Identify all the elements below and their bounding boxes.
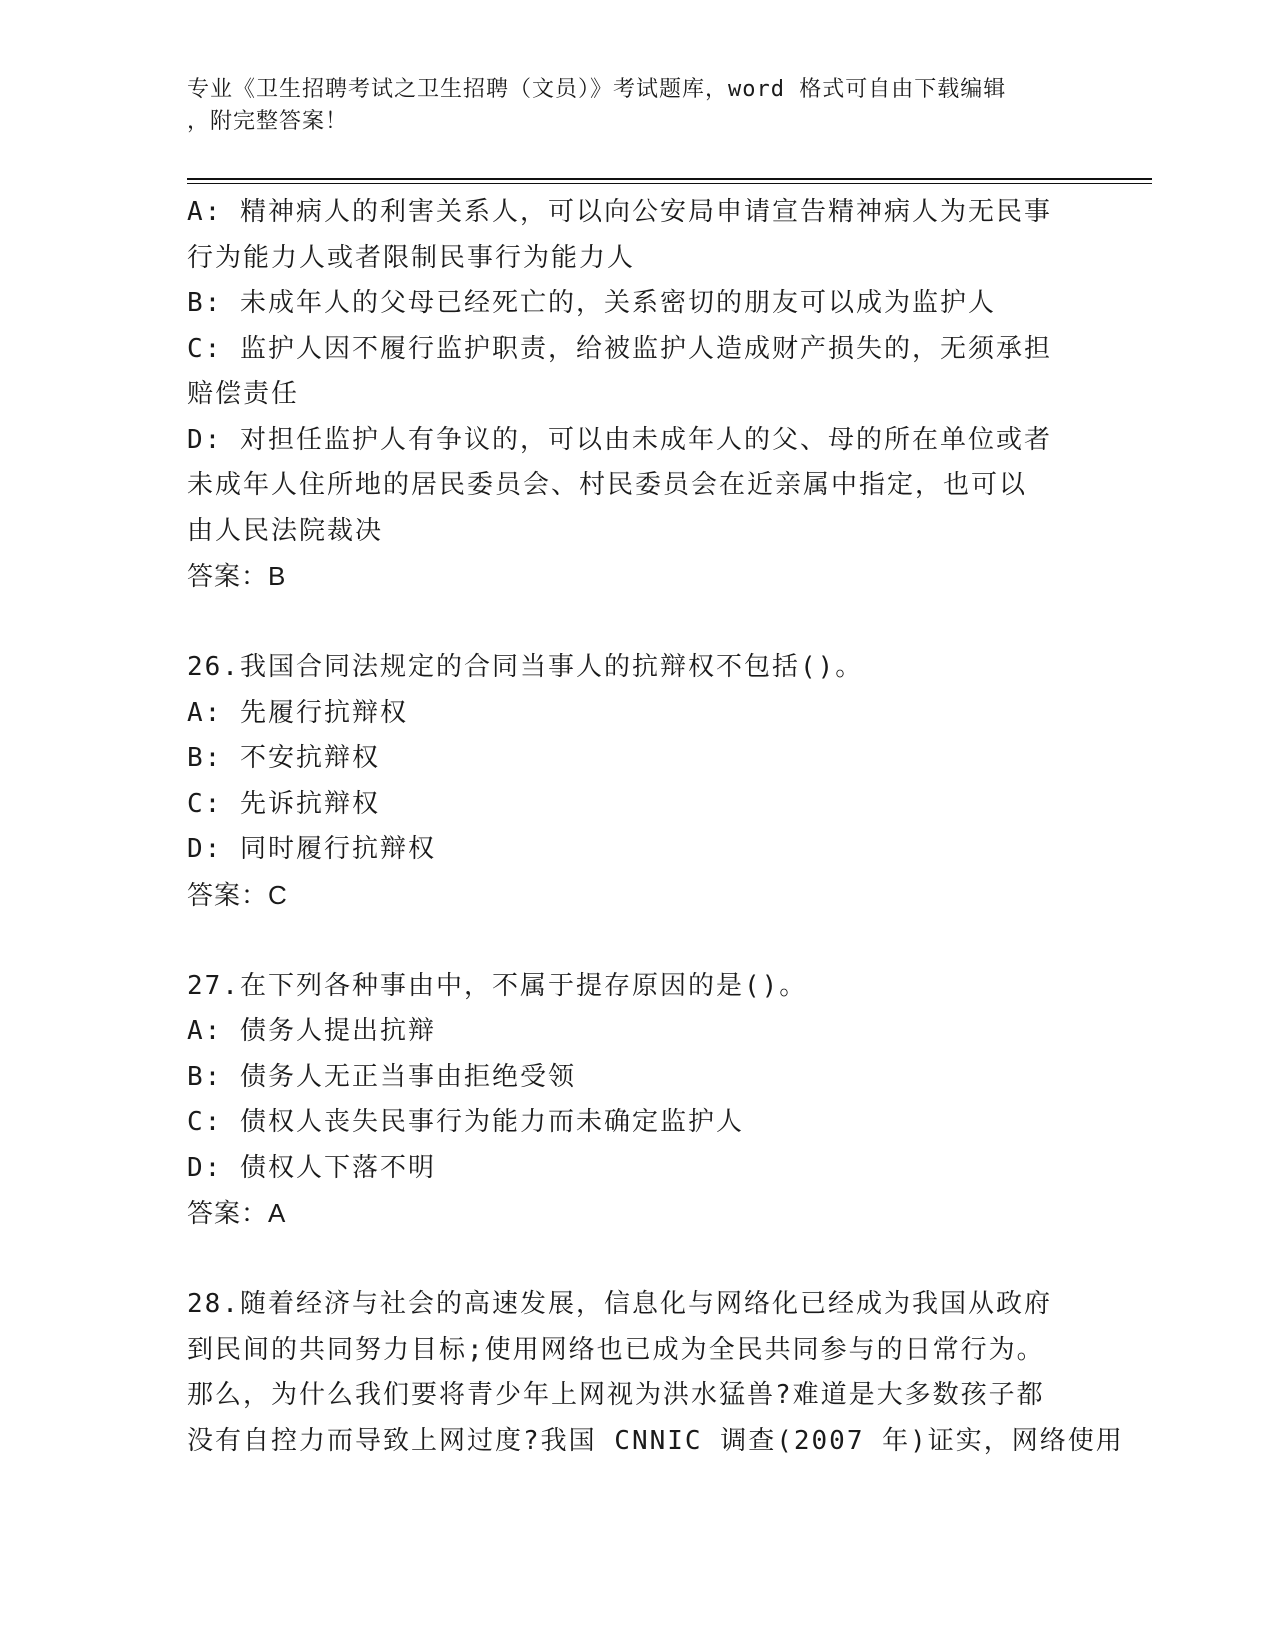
document-header xyxy=(187,74,1067,138)
option-d: D: 同时履行抗辩权 xyxy=(187,834,436,864)
option-d-line-1: D: 对担任监护人有争议的，可以由未成年人的父、母的所在单位或者 xyxy=(187,424,1052,455)
header-line-1: 专业《卫生招聘考试之卫生招聘（文员）》考试题库，word 格式可自由下载编辑 xyxy=(187,77,1007,102)
question-block-26 xyxy=(187,645,1087,918)
option-b: B: 不安抗辩权 xyxy=(187,743,380,773)
option-c-line-1: C: 监护人因不履行监护职责，给被监护人造成财产损失的，无须承担 xyxy=(187,333,1052,364)
option-a-line-2: 行为能力人或者限制民事行为能力人 xyxy=(187,242,636,273)
question-stem: 26.我国合同法规定的合同当事人的抗辩权不包括()。 xyxy=(187,652,864,682)
spacer xyxy=(187,1237,1087,1283)
spacer xyxy=(187,918,1087,964)
header-line-2: ，附完整答案！ xyxy=(187,109,349,134)
question-stem-line-4: 没有自控力而导致上网过度?我国 CNNIC 调查(2007 年)证实，网络使用 xyxy=(187,1425,1124,1456)
option-c: C: 债权人丧失民事行为能力而未确定监护人 xyxy=(187,1107,744,1137)
option-b: B: 未成年人的父母已经死亡的，关系密切的朋友可以成为监护人 xyxy=(187,288,996,318)
question-block-27 xyxy=(187,964,1087,1237)
option-a-line-1: A: 精神病人的利害关系人，可以向公安局申请宣告精神病人为无民事 xyxy=(187,197,1052,227)
option-b: B: 债务人无正当事由拒绝受领 xyxy=(187,1061,576,1092)
option-c-line-2: 赔偿责任 xyxy=(187,379,300,409)
question-block-28 xyxy=(187,1282,1124,1464)
option-c: C: 先诉抗辩权 xyxy=(187,788,380,819)
option-d-line-3: 由人民法院裁决 xyxy=(187,515,384,546)
answer-line: 答案：A xyxy=(187,1198,287,1228)
question-block-25 xyxy=(187,190,1087,600)
question-stem-line-2: 到民间的共同努力目标;使用网络也已成为全民共同参与的日常行为。 xyxy=(187,1334,1045,1365)
option-d: D: 债权人下落不明 xyxy=(187,1152,436,1183)
option-a: A: 债务人提出抗辩 xyxy=(187,1016,436,1046)
header-divider-thick xyxy=(187,178,1152,180)
question-stem-line-1: 28.随着经济与社会的高速发展，信息化与网络化已经成为我国从政府 xyxy=(187,1289,1052,1319)
answer-line: 答案：C xyxy=(187,879,288,910)
question-stem-line-3: 那么，为什么我们要将青少年上网视为洪水猛兽?难道是大多数孩子都 xyxy=(187,1380,1045,1410)
header-divider-thin xyxy=(187,183,1152,184)
document-body xyxy=(187,190,1124,1464)
option-a: A: 先履行抗辩权 xyxy=(187,697,408,728)
answer-line: 答案：B xyxy=(187,561,287,591)
question-stem: 27.在下列各种事由中，不属于提存原因的是()。 xyxy=(187,970,808,1001)
option-d-line-2: 未成年人住所地的居民委员会、村民委员会在近亲属中指定，也可以 xyxy=(187,470,1028,500)
spacer xyxy=(187,600,1087,646)
